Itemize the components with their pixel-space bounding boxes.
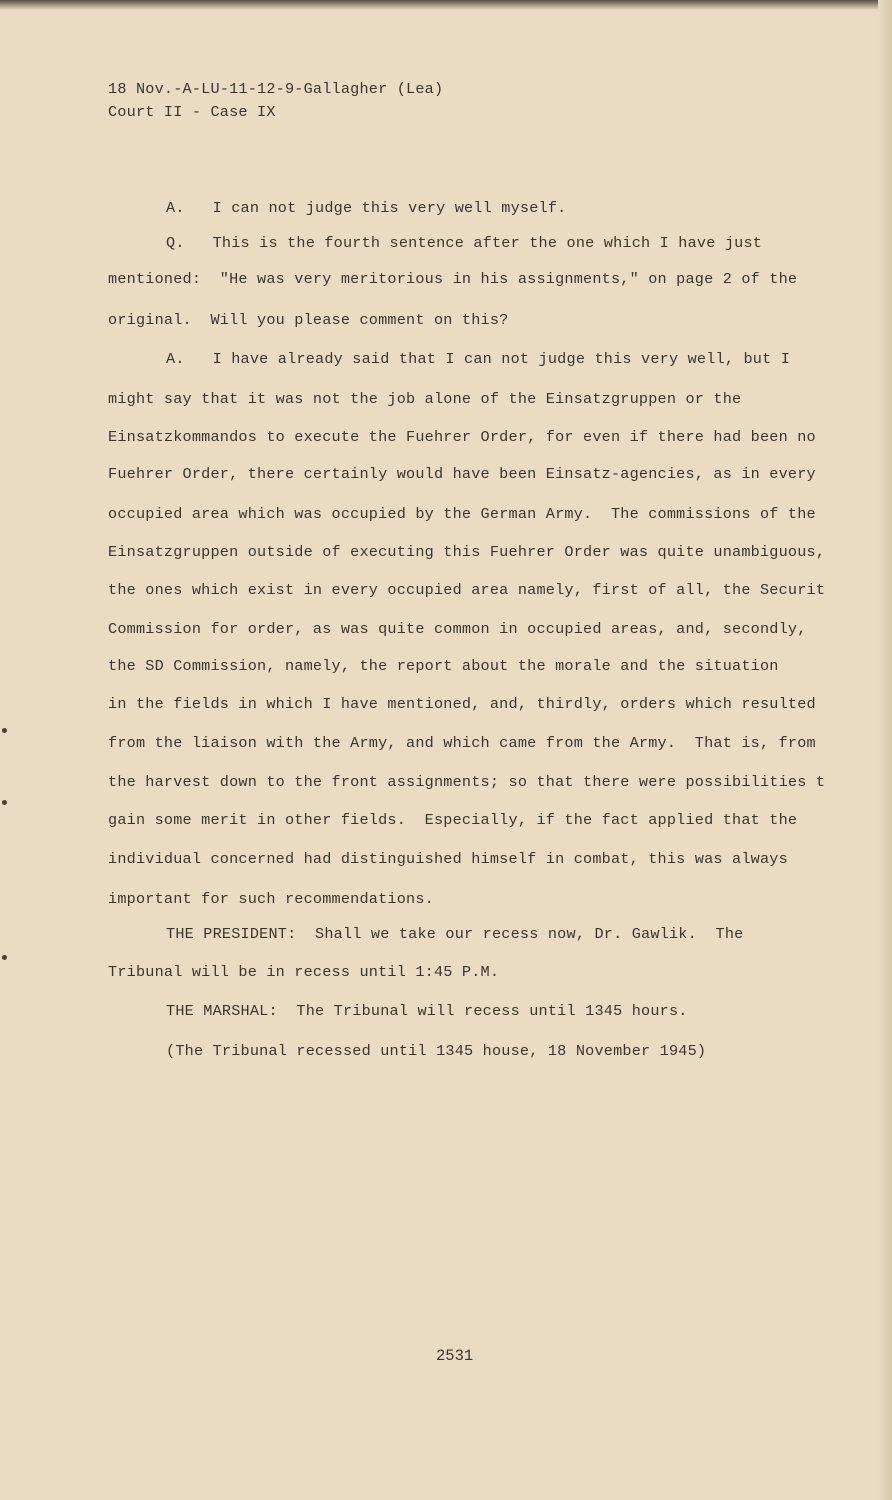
header-court: Court II - Case IX [108, 103, 276, 121]
transcript-line: the harvest down to the front assignments; so that there were possibilities t [108, 773, 826, 791]
punch-mark [2, 800, 7, 805]
punch-mark [2, 728, 7, 733]
transcript-line: original. Will you please comment on this? [108, 311, 509, 329]
transcript-line: might say that it was not the job alone of the Einsatzgruppen or the [108, 390, 742, 408]
transcript-line: from the liaison with the Army, and which came from the Army. That is, from [108, 734, 816, 752]
transcript-line: A. I have already said that I can not judge this very well, but I [166, 350, 791, 368]
transcript-line: Fuehrer Order, there certainly would have been Einsatz-agencies, as in every [108, 465, 816, 483]
transcript-line: A. I can not judge this very well myself. [166, 199, 567, 217]
transcript-line: occupied area which was occupied by the German Army. The commissions of the [108, 505, 816, 523]
transcript-line: Q. This is the fourth sentence after the one which I have just [166, 234, 763, 252]
transcript-line: the ones which exist in every occupied area namely, first of all, the Securit [108, 581, 826, 599]
transcript-line: individual concerned had distinguished himself in combat, this was always [108, 850, 788, 868]
transcript-line: Tribunal will be in recess until 1:45 P.M. [108, 963, 500, 981]
transcript-line: the SD Commission, namely, the report about the morale and the situation [108, 657, 779, 675]
scan-right-edge [878, 0, 892, 1500]
transcript-line: mentioned: "He was very meritorious in his assignments," on page 2 of the [108, 270, 798, 288]
transcript-line: THE MARSHAL: The Tribunal will recess until 1345 hours. [166, 1002, 688, 1020]
transcript-line: THE PRESIDENT: Shall we take our recess now, Dr. Gawlik. The [166, 925, 744, 943]
page-number: 2531 [436, 1347, 474, 1365]
transcript-line: Einsatzgruppen outside of executing this Fuehrer Order was quite unambiguous, [108, 543, 826, 561]
transcript-line: gain some merit in other fields. Especially, if the fact applied that the [108, 811, 798, 829]
transcript-line: Commission for order, as was quite common in occupied areas, and, secondly, [108, 620, 807, 638]
transcript-line: in the fields in which I have mentioned, and, thirdly, orders which resulted [108, 695, 816, 713]
scan-top-edge [0, 0, 892, 10]
transcript-line: Einsatzkommandos to execute the Fuehrer Order, for even if there had been no [108, 428, 816, 446]
punch-mark [2, 955, 7, 960]
transcript-line: (The Tribunal recessed until 1345 house, 18 November 1945) [166, 1042, 707, 1060]
transcript-line: important for such recommendations. [108, 890, 434, 908]
header-reference: 18 Nov.-A-LU-11-12-9-Gallagher (Lea) [108, 80, 444, 98]
